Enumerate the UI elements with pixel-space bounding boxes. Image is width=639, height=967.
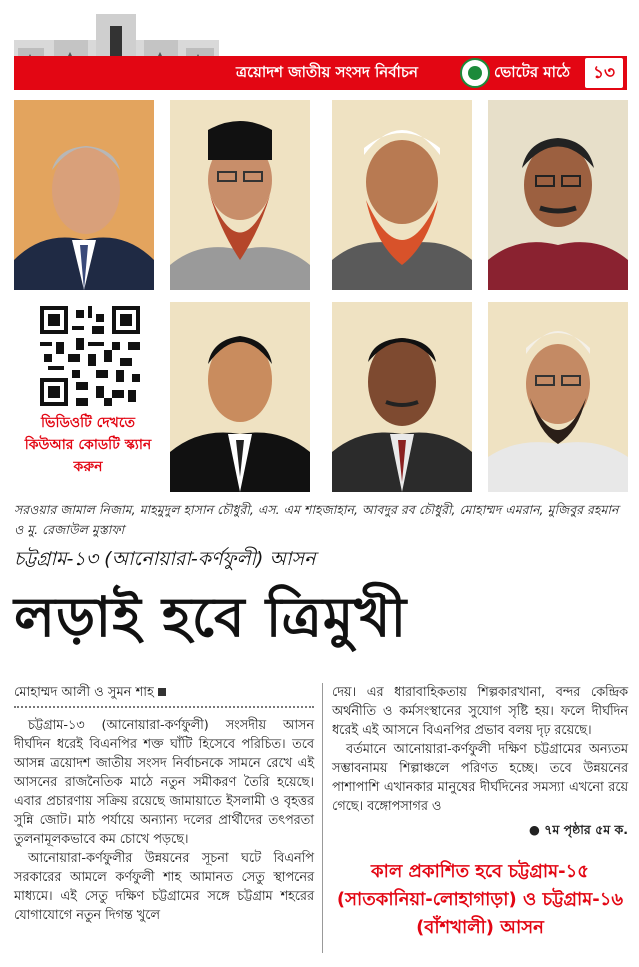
byline <box>14 683 314 702</box>
candidate-photo-2 <box>170 100 310 290</box>
qr-code-icon[interactable] <box>40 306 140 406</box>
paragraph: দেয়। এর ধারাবাহিকতায় শিল্পকারখানা, বন্দর কেন্দ্রিক অর্থনীতি ও কর্মসংস্থানের সুযোগ সৃষ্টি হয়। ফলে দীর্ঘদিন ধরেই এই আসনে বিএনপির প্রভাব বলয় দৃঢ় রয়েছে। <box>332 685 628 738</box>
paragraph: বর্তমানে আনোয়ারা-কর্ণফুলী দক্ষিণ চট্টগ্রামের অন্যতম সম্ভাবনাময় শিল্পাঞ্চলে পরিণত হচ্ছে। তবে উন্নয়নের পাশাপাশি এখানকার মানুষের দীর্ঘদিনের সমস্যা এখনো রয়ে গেছে। বঙ্গোপসাগর ও <box>332 742 628 814</box>
continued-on-page[interactable]: ● ৭ম পৃষ্ঠার ৫ম ক. <box>528 822 628 837</box>
dotted-divider <box>14 706 314 710</box>
article-column-1 <box>14 683 314 925</box>
seat-kicker: চট্টগ্রাম-১৩ (আনোয়ারা-কর্ণফুলী) আসন <box>14 548 316 570</box>
paragraph: চট্টগ্রাম-১৩ (আনোয়ারা-কর্ণফুলী) সংসদীয় আসন দীর্ঘদিন ধরেই বিএনপির শক্ত ঘাঁটি হিসেবে পরিচিত। তবে আসন্ন ত্রয়োদশ জাতীয় সংসদ নির্বাচনকে সামনে রেখে এই আসনের রাজনৈতিক মাঠে নতুন সমীকরণ তৈরি হয়েছে। এবার প্রচারণায় সক্রিয় রয়েছে জামায়াতে ইসলামী ও বৃহত্তর সুন্নি জোট। মাঠ পর্যায়ে অন্যান্য দলের প্রার্থীদের তৎপরতা তুলনামূলকভাবে কম চোখে পড়ছে। <box>14 718 314 847</box>
candidate-photo-5 <box>170 302 310 492</box>
election-title: ত্রয়োদশ জাতীয় সংসদ নির্বাচন <box>236 63 418 81</box>
qr-instruction: ভিডিওটি দেখতে কিউআর কোডটি স্ক্যান করুন <box>24 415 152 475</box>
article-column-2 <box>332 683 628 839</box>
candidate-photo-4 <box>488 100 628 290</box>
candidate-photo-3 <box>332 100 472 290</box>
episode-number: ১৩ <box>585 58 623 88</box>
candidate-photo-1 <box>14 100 154 290</box>
election-banner <box>14 56 627 90</box>
candidates-caption: সরওয়ার জামাল নিজাম, মাহমুদুল হাসান চৌধুরী, এস. এম শাহজাহান, আবদুর রব চৌধুরী, মোহাম্মদ এমরান, মুজিবুর রহমান ও মু. রেজাউল মুস্তাফা <box>14 502 619 537</box>
next-issue-notice: কাল প্রকাশিত হবে চট্টগ্রাম-১৫ (সাতকানিয়া-লোহাগাড়া) ও চট্টগ্রাম-১৬ (বাঁশখালী) আসন <box>336 861 624 938</box>
candidate-photo-6 <box>332 302 472 492</box>
series-title: ভোটের মাঠে <box>494 63 571 81</box>
column-divider <box>322 683 323 953</box>
paragraph: আনোয়ারা-কর্ণফুলীর উন্নয়নের সূচনা ঘটে বিএনপি সরকারের আমলে কর্ণফুলী শাহ আমানত সেতু স্থাপনের মাধ্যমে। এই সেতু দক্ষিণ চট্টগ্রামের সঙ্গে চট্টগ্রাম শহরের যোগাযোগে নতুন দিগন্ত খুলে <box>14 851 314 923</box>
byline-square-icon <box>158 688 166 696</box>
page-header <box>0 0 639 92</box>
candidate-photo-7 <box>488 302 628 492</box>
byline-text: মোহাম্মদ আলী ও সুমন শাহ <box>14 685 154 700</box>
headline: লড়াই হবে ত্রিমুখী <box>14 585 408 649</box>
boat-logo-icon <box>460 58 490 88</box>
